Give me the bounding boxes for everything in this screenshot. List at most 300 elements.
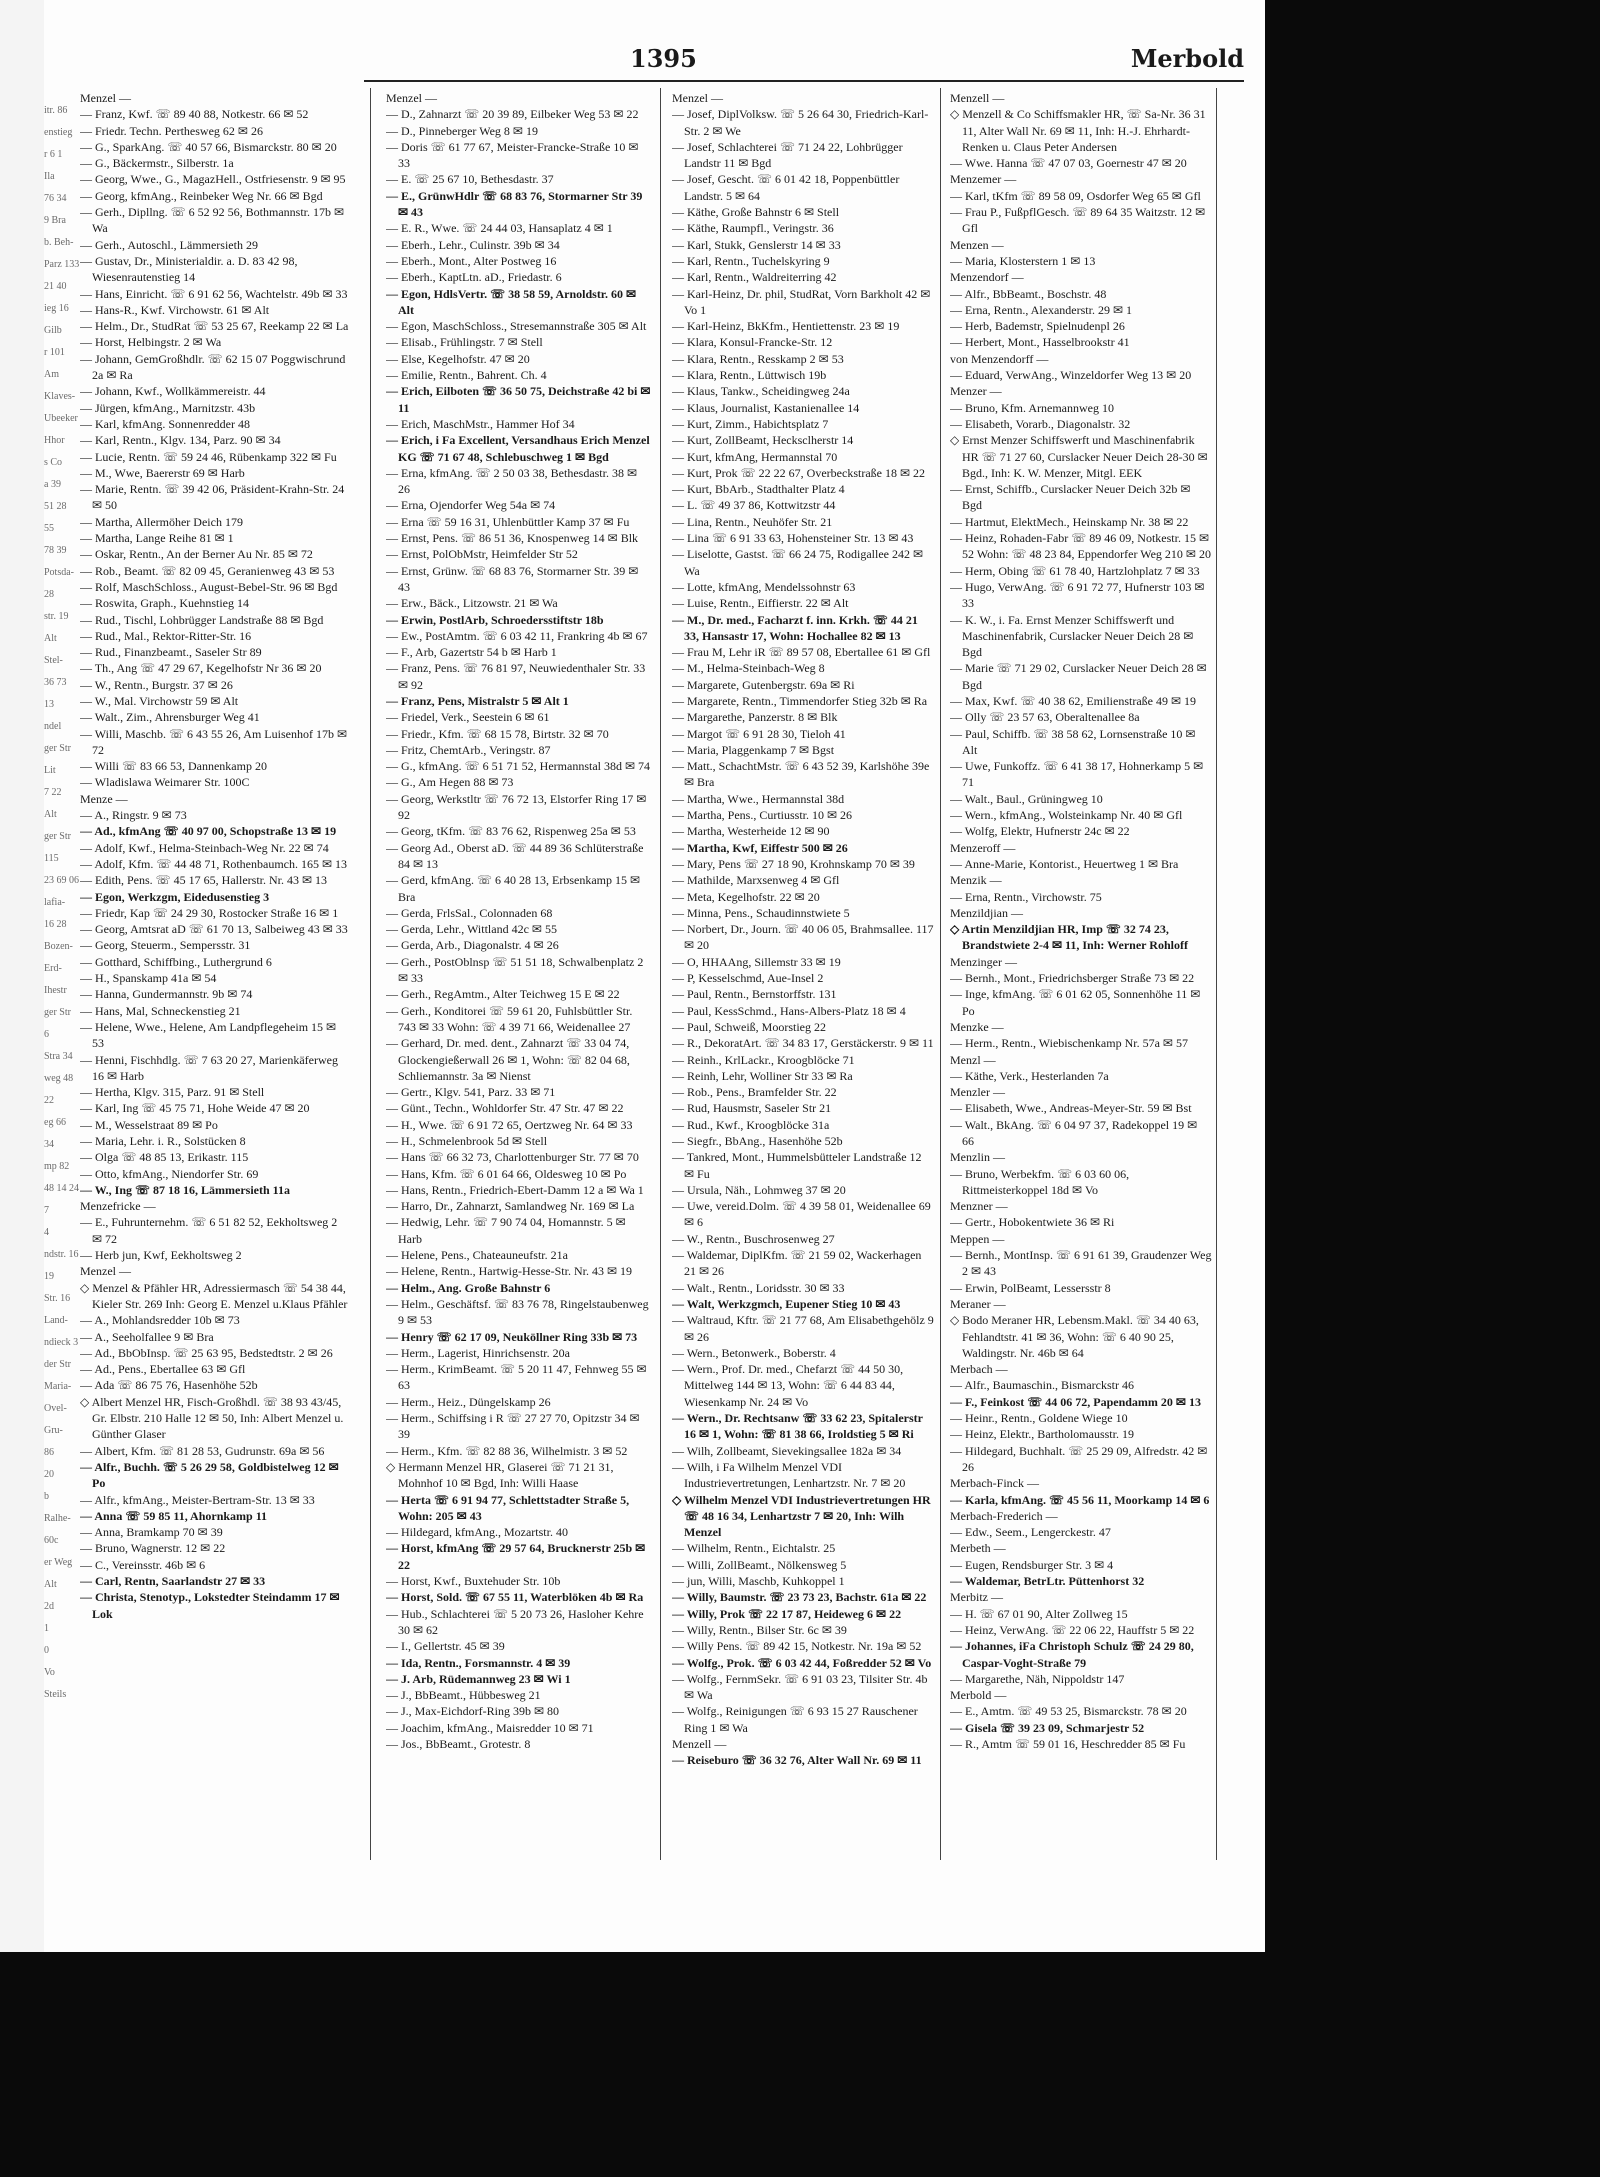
directory-entry: — Bruno, Werbekfm. ☏ 6 03 60 06, Rittmeisterkoppel 18d ✉ Vo [950,1166,1130,1197]
directory-entry: — Heinz, Elektr., Bartholomausstr. 19 [950,1427,1134,1442]
directory-entry: — Franz, Kwf. ☏ 89 40 88, Notkestr. 66 ✉ 52 [80,107,309,122]
edge-fragment: ieg 16 [44,303,69,314]
directory-entry: — Henry ☏ 62 17 09, Neuköllner Ring 33b ✉ 73 [386,1329,638,1344]
surname-heading: Menzendorf — [950,270,1024,285]
directory-entry: — Joachim, kfmAng., Maisredder 10 ✉ 71 [386,1720,594,1735]
directory-entry: — Doris ☏ 61 77 67, Meister-Francke-Straße 10 ✉ 33 [386,139,639,171]
directory-entry: — Reinh, Lehr, Wolliner Str 33 ✉ Ra [672,1068,853,1083]
directory-entry: — Lucie, Rentn. ☏ 59 24 46, Rübenkamp 322 ✉ Fu [80,449,337,464]
directory-entry: — Martha, Allermöher Deich 179 [80,514,243,529]
directory-entry: — Gerh., RegAmtm., Alter Teichweg 15 E ✉ 22 [386,987,620,1002]
directory-entry: — J., Max-Eichdorf-Ring 39b ✉ 80 [386,1704,560,1719]
edge-fragment: weg 48 [44,1073,74,1084]
edge-fragment: mp 82 [44,1161,70,1172]
directory-entry: — Ernst, PolObMstr, Heimfelder Str 52 [386,547,578,562]
directory-page [44,0,1265,1952]
directory-entry: — Franz, Pens, Mistralstr 5 ✉ Alt 1 [386,693,569,708]
directory-entry: — Wladislawa Weimarer Str. 100C [80,775,250,790]
directory-entry: — M., Wwe, Baererstr 69 ✉ Harb [80,465,245,480]
directory-entry: — Bernh., MontInsp. ☏ 6 91 61 39, Graudenzer Weg 2 ✉ 43 [950,1248,1212,1279]
directory-entry: — Fritz, ChemtArb., Veringstr. 87 [386,742,551,757]
directory-entry: — Klara, Rentn., Lüttwisch 19b [672,368,827,383]
edge-fragment: 51 28 [44,501,67,512]
directory-entry: — Marie, Rentn. ☏ 39 42 06, Präsident-Krahn-Str. 24 ✉ 50 [80,482,345,513]
directory-entry: — Hub., Schlachterei ☏ 5 20 73 26, Hasloher Kehre 30 ✉ 62 [386,1606,644,1637]
directory-entry: — Klaus, Tankw., Scheidingweg 24a [672,384,850,399]
directory-entry: — Kurt, Zimm., Habichtsplatz 7 [672,416,829,431]
directory-entry: — Gerh., Dipllng. ☏ 6 52 92 56, Bothmannstr. 17b ✉ Wa [80,205,345,236]
directory-entry: — Willi, Maschb. ☏ 6 43 55 26, Am Luisenhof 17b ✉ 72 [80,726,348,757]
directory-entry: — Kurt, Prok ☏ 22 22 67, Overbeckstraße 18 ✉ 22 [672,465,926,480]
directory-entry: — W., Mal. Virchowstr 59 ✉ Alt [80,693,239,708]
directory-entry: — Georg, Steuerm., Sempersstr. 31 [80,938,251,953]
directory-entry: — Albert, Kfm. ☏ 81 28 53, Gudrunstr. 69a ✉ 56 [80,1443,325,1458]
directory-entry: — Herm., Rentn., Wiebischenkamp Nr. 57a ✉ 57 [950,1036,1188,1051]
directory-entry: — Helene, Rentn., Hartwig-Hesse-Str. Nr. 43 ✉ 19 [386,1264,633,1279]
directory-entry: — R., DekoratArt. ☏ 34 83 17, Gerstäckerstr. 9 ✉ 11 [672,1036,934,1051]
edge-fragment: Ralhe- [44,1513,71,1524]
scan-dark-border-bottom [0,1952,1600,2177]
surname-heading: Merbeth — [950,1541,1006,1556]
edge-fragment: Stra 34 [44,1051,73,1062]
directory-entry: ◇ Bodo Meraner HR, Lebensm.Makl. ☏ 34 40 63, Fehlandtstr. 41 ✉ 36, Wohn: ☏ 6 40 90 25, Waldingstr. Nr. 46b ✉ 64 [950,1313,1199,1360]
directory-entry: — Uwe, Funkoffz. ☏ 6 41 38 17, Hohnerkamp 5 ✉ 71 [950,759,1204,790]
directory-entry: — Horst, Sold. ☏ 67 55 11, Waterblöken 4b ✉ Ra [386,1590,644,1605]
directory-entry: — Horst, Kwf., Buxtehuder Str. 10b [386,1574,561,1589]
directory-entry: — Walt, Werkzgmch, Eupener Stieg 10 ✉ 43 [672,1296,901,1311]
directory-entry: — Horst, Helbingstr. 2 ✉ Wa [80,335,222,350]
directory-entry: — Wilh, i Fa Wilhelm Menzel VDI Industrievertretungen, Lenhartzstr. Nr. 7 ✉ 20 [672,1459,906,1491]
directory-entry: — Karl, Ing ☏ 45 75 71, Hohe Weide 47 ✉ 20 [80,1101,310,1116]
directory-entry: — A., Mohlandsredder 10b ✉ 73 [80,1313,240,1328]
surname-heading: Menzke — [950,1019,1004,1034]
directory-entry: — Gustav, Dr., Ministerialdir. a. D. 83 42 98, Wiesenrautenstieg 14 [80,253,298,285]
directory-entry: — Hildegard, kfmAng., Mozartstr. 40 [386,1525,568,1540]
directory-entry: ◇ Albert Menzel HR, Fisch-Großhdl. ☏ 38 93 43/45, Gr. Elbstr. 210 Halle 12 ✉ 50, Inh: Albert Menzel u. Günther Glaser [80,1394,344,1442]
directory-entry: — Johann, GemGroßhdlr. ☏ 62 15 07 Poggwischrund 2a ✉ Ra [80,351,346,383]
directory-entry: — G., SparkAng. ☏ 40 57 66, Bismarckstr. 80 ✉ 20 [80,139,337,154]
surname-heading: Menzeroff — [950,840,1016,855]
directory-entry: — Reiseburo ☏ 36 32 76, Alter Wall Nr. 69 ✉ 11 [672,1753,922,1768]
page-number: 1395 [630,44,697,73]
directory-entry: — Herb, Bademstr, Spielnudenpl 26 [950,319,1125,334]
directory-entry: — H., Schmelenbrook 5d ✉ Stell [386,1134,548,1148]
edge-fragment: 48 14 24 [44,1183,79,1194]
edge-fragment: 9 Bra [44,215,66,226]
edge-fragment: enstieg [44,127,73,138]
edge-fragment: Ovel- [44,1403,67,1414]
directory-entry: — E., GrünwHdlr ☏ 68 83 76, Stormarner Str 39 ✉ 43 [386,188,643,220]
directory-entry: — Georg, Wwe., G., MagazHell., Ostfriesenstr. 9 ✉ 95 [80,172,346,187]
directory-entry: — Ernst, Grünw. ☏ 68 83 76, Stormarner Str. 39 ✉ 43 [386,563,639,594]
edge-fragment: Stel- [44,655,63,666]
directory-entry: — Ernst, Schiffb., Curslacker Neuer Deich 32b ✉ Bgd [950,482,1191,513]
edge-fragment: 20 [44,1469,54,1480]
directory-entry: — Eduard, VerwAng., Winzeldorfer Weg 13 ✉ 20 [950,368,1192,383]
surname-heading: Merbitz — [950,1590,1003,1605]
edge-fragment: str. 19 [44,611,69,622]
edge-fragment: Erd- [44,963,62,974]
directory-entry: — Otto, kfmAng., Niendorfer Str. 69 [80,1166,259,1181]
edge-fragment: Land- [44,1315,68,1326]
directory-entry: — Johannes, iFa Christoph Schulz ☏ 24 29 80, Caspar-Voght-Straße 79 [950,1639,1194,1670]
directory-entry: — Gerhard, Dr. med. dent., Zahnarzt ☏ 33 04 74, Glockengießerwall 26 ✉ 1, Wohn: ☏ 82 04 68, Schliemannstr. 3a ✉ Nienst [386,1036,630,1083]
directory-entry: — Hans, Kfm. ☏ 6 01 64 66, Oldesweg 10 ✉ Po [386,1166,627,1181]
directory-entry: ◇ Artin Menzildjian HR, Imp ☏ 32 74 23, Brandstwiete 2-4 ✉ 11, Inh: Werner Rohloff [950,922,1188,953]
directory-entry: — Liselotte, Gastst. ☏ 66 24 75, Rodigallee 242 ✉ Wa [672,547,924,578]
directory-entry: — Gerda, Lehr., Wittland 42c ✉ 55 [386,922,557,937]
column-divider [940,88,941,1860]
directory-entry: — Siegfr., BbAng., Hasenhöhe 52b [672,1134,843,1148]
directory-entry: — Christa, Stenotyp., Lokstedter Steindamm 17 ✉ Lok [80,1590,340,1621]
edge-fragment: 13 [44,699,54,710]
directory-entry: — Luise, Rentn., Eiffierstr. 22 ✉ Alt [672,596,849,611]
directory-entry: — Waltraud, Kftr. ☏ 21 77 68, Am Elisabethgehölz 9 ✉ 26 [672,1313,934,1344]
surname-heading: Menzildjian — [950,905,1023,920]
surname-heading: Menzen — [950,237,1004,252]
directory-entry: — Herbert, Mont., Hasselbrookstr 41 [950,335,1130,350]
directory-entry: — Käthe, Raumpfl., Veringstr. 36 [672,221,834,236]
directory-entry: — Georg, Amtsrat aD ☏ 61 70 13, Salbeiweg 43 ✉ 33 [80,922,348,937]
directory-entry: — Mathilde, Marxsenweg 4 ✉ Gfl [672,873,840,888]
directory-entry: — Rud., Tischl, Lohbrügger Landstraße 88 ✉ Bgd [80,612,324,627]
directory-entry: — Ida, Rentn., Forsmannstr. 4 ✉ 39 [386,1655,571,1670]
directory-entry: — Käthe, Verk., Hesterlanden 7a [950,1068,1109,1083]
surname-heading: Merbach-Frederich — [950,1508,1058,1523]
directory-entry: — Emilie, Rentn., Bahrent. Ch. 4 [386,368,547,383]
directory-entry: — Wwe. Hanna ☏ 47 07 03, Goernestr 47 ✉ 20 [950,156,1187,171]
directory-entry: — Karl-Heinz, BkKfm., Hentiettenstr. 23 ✉ 19 [672,319,900,334]
directory-entry: — Kurt, kfmAng, Hermannstal 70 [672,449,838,464]
directory-entry: — Margarethe, Panzerstr. 8 ✉ Blk [672,710,838,725]
directory-entry: — Tankred, Mont., Hummelsbütteler Landstraße 12 ✉ Fu [672,1150,922,1181]
directory-entry: — Egon, MaschSchloss., Stresemannstraße 305 ✉ Alt [386,319,647,334]
directory-entry: — Lina ☏ 6 91 33 63, Hohensteiner Str. 13 ✉ 43 [672,531,914,546]
directory-entry: — Wolfg, Elektr, Hufnerstr 24c ✉ 22 [950,824,1130,839]
directory-entry: — M., Wesselstraat 89 ✉ Po [80,1117,218,1132]
directory-entry: — Walt., Rentn., Loridsstr. 30 ✉ 33 [672,1280,845,1295]
directory-entry: — Rud, Hausmstr, Saseler Str 21 [672,1101,832,1116]
directory-entry: — Ernst, Pens. ☏ 86 51 36, Knospenweg 14 ✉ Blk [386,531,639,546]
directory-entry: ◇ Hermann Menzel HR, Glaserei ☏ 71 21 31, Mohnhof 10 ✉ Bgd, Inh: Willi Haase [386,1459,614,1491]
surname-heading: Merbold — [950,1688,1007,1703]
directory-entry: — Norbert, Dr., Journ. ☏ 40 06 05, Brahmsallee. 117 ✉ 20 [672,922,934,953]
directory-entry: — Willy Pens. ☏ 89 42 15, Notkestr. Nr. 19a ✉ 52 [672,1639,922,1654]
directory-entry: — Frau M, Lehr iR ☏ 89 57 08, Ebertallee 61 ✉ Gfl [672,645,931,660]
directory-entry: — Ada ☏ 86 75 76, Hasenhöhe 52b [80,1378,258,1393]
directory-entry: — Karl-Heinz, Dr. phil, StudRat, Vorn Barkholt 42 ✉ Vo 1 [672,286,931,317]
directory-entry: — Mary, Pens ☏ 27 18 90, Krohnskamp 70 ✉ 39 [672,856,915,871]
edge-fragment: Alt [44,633,57,644]
directory-entry: — Helm., Geschäftsf. ☏ 83 76 78, Ringelstaubenweg 9 ✉ 53 [386,1296,649,1328]
directory-entry: — Th., Ang ☏ 47 29 67, Kegelhofstr Nr 36 ✉ 20 [80,661,322,676]
directory-entry: — Reinh., KrlLackr., Kroogblöcke 71 [672,1052,855,1067]
directory-entry: — Ad., BbObInsp. ☏ 25 63 95, Bedstedtstr. 2 ✉ 26 [80,1345,333,1360]
directory-entry: — J., BbBeamt., Hübbesweg 21 [386,1688,541,1703]
edge-fragment: 23 69 06 [44,875,79,886]
directory-entry: — Minna, Pens., Schaudinnstwiete 5 [672,905,850,920]
directory-entry: — Karl, Stukk, Genslerstr 14 ✉ 33 [672,237,841,252]
edge-fragment: 115 [44,853,59,864]
edge-fragment: ger Str [44,743,71,754]
directory-entry: — E., Amtm. ☏ 49 53 25, Bismarckstr. 78 ✉ 20 [950,1704,1187,1719]
edge-fragment: Ubeeker [44,413,78,424]
directory-entry: — Bruno, Wagnerstr. 12 ✉ 22 [80,1541,226,1556]
directory-entry: — Klara, Rentn., Resskamp 2 ✉ 53 [672,351,844,366]
directory-entry: — Anna ☏ 59 85 11, Ahornkamp 11 [80,1508,268,1523]
directory-entry: — Meta, Kegelhofstr. 22 ✉ 20 [672,889,820,904]
directory-entry: — Walt., BkAng. ☏ 6 04 97 37, Radekoppel 19 ✉ 66 [950,1117,1198,1148]
surname-heading: Menze — [80,791,128,806]
directory-entry: — Herm., Heiz., Düngelskamp 26 [386,1394,551,1409]
directory-entry: — Rud., Kwf., Kroogblöcke 31a [672,1117,830,1132]
directory-entry: — M., Helma-Steinbach-Weg 8 [672,661,825,676]
directory-entry: — Rud., Finanzbeamt., Saseler Str 89 [80,645,262,660]
directory-entry: — Margarete, Rentn., Timmendorfer Stieg 32b ✉ Ra [672,693,928,708]
directory-entry: — J. Arb, Rüdemannweg 23 ✉ Wi 1 [386,1671,571,1686]
directory-entry: — Georg, Werkstltr ☏ 76 72 13, Elstorfer Ring 17 ✉ 92 [386,791,647,823]
directory-entry: — Inge, kfmAng. ☏ 6 01 62 05, Sonnenhöhe 11 ✉ Po [950,987,1201,1018]
directory-entry: — Hans, Einricht. ☏ 6 91 62 56, Wachtelstr. 49b ✉ 33 [80,286,348,301]
directory-entry: — Gerda, FrlsSal., Colonnaden 68 [386,905,553,920]
directory-entry: — Erwin, PostlArb, Schroedersstiftstr 18b [386,612,604,627]
directory-entry: — Kurt, ZollBeamt, Hecksclherstr 14 [672,433,854,448]
directory-entry: — Margarethe, Näh, Nippoldstr 147 [950,1671,1125,1686]
directory-entry: — Käthe, Große Bahnstr 6 ✉ Stell [672,205,840,220]
header-rule [364,80,1244,82]
directory-entry: — Margot ☏ 6 91 28 30, Tieloh 41 [672,726,846,741]
directory-entry: — Olga ☏ 48 85 13, Erikastr. 115 [80,1150,249,1165]
directory-entry: — Hertha, Klgv. 315, Parz. 91 ✉ Stell [80,1085,265,1100]
directory-entry: — Erna ☏ 59 16 31, Uhlenbüttler Kamp 37 ✉ Fu [386,514,630,529]
previous-page-edge-strip [44,100,84,1820]
directory-entry: — Martha, Pens., Curtiusstr. 10 ✉ 26 [672,808,853,823]
directory-entry: — Karl, Rentn., Klgv. 134, Parz. 90 ✉ 34 [80,433,281,448]
edge-fragment: Gilb [44,325,62,336]
directory-column-3 [672,90,934,1855]
surname-heading: Menzler — [950,1085,1005,1100]
edge-fragment: 55 [44,523,54,534]
directory-entry: ◇ Ernst Menzer Schiffswerft und Maschinenfabrik HR ☏ 71 27 60, Curslacker Neuer Deich 28-30 ✉ Bgd., Inh: K. W. Menzer, Mitgl. EEK [950,433,1208,480]
directory-entry: — Rob., Pens., Bramfelder Str. 22 [672,1085,837,1100]
directory-entry: — Wern., Betonwerk., Boberstr. 4 [672,1345,836,1360]
directory-entry: — Helene, Wwe., Helene, Am Landpflegeheim 15 ✉ 53 [80,1019,337,1051]
edge-fragment: Maria- [44,1381,72,1392]
directory-entry: — Franz, Pens. ☏ 76 81 97, Neuwiedenthaler Str. 33 ✉ 92 [386,661,646,692]
edge-fragment: Bozen- [44,941,73,952]
directory-entry: — L. ☏ 49 37 86, Kottwitzstr 44 [672,498,836,513]
directory-entry: — Martha, Westerheide 12 ✉ 90 [672,824,830,839]
directory-entry: — Karl, Rentn., Tuchelskyring 9 [672,253,830,268]
directory-entry: — Gerd, kfmAng. ☏ 6 40 28 13, Erbsenkamp 15 ✉ Bra [386,873,641,904]
directory-entry: — Alfr., kfmAng., Meister-Bertram-Str. 13 ✉ 33 [80,1492,315,1507]
directory-entry: — Egon, Werkzgm, Eidedusenstieg 3 [80,889,270,904]
directory-entry: — Friedr. Techn. Perthesweg 62 ✉ 26 [80,123,263,138]
directory-entry: — Horst, kfmAng ☏ 29 57 64, Brucknerstr 25b ✉ 22 [386,1541,646,1572]
directory-entry: — Hartmut, ElektMech., Heinskamp Nr. 38 ✉ 22 [950,514,1189,529]
directory-column-1 [80,90,350,1855]
directory-entry: — Elisabeth, Vorarb., Diagonalstr. 32 [950,416,1131,431]
surname-heading: Menzik — [950,873,1002,888]
directory-entry: — Wilhelm, Rentn., Eichtalstr. 25 [672,1541,836,1556]
edge-fragment: Alt [44,809,57,820]
edge-fragment: Steils [44,1689,67,1700]
directory-entry: — H. ☏ 67 01 90, Alter Zollweg 15 [950,1606,1128,1621]
directory-entry: — Maria, Klosterstern 1 ✉ 13 [950,253,1096,268]
directory-entry: — Bruno, Kfm. Arnemannweg 10 [950,400,1114,415]
directory-entry: — Erwin, PolBeamt, Lessersstr 8 [950,1280,1111,1295]
directory-entry: — G., Am Hegen 88 ✉ 73 [386,775,514,790]
directory-entry: — Anne-Marie, Kontorist., Heuertweg 1 ✉ Bra [950,856,1179,871]
directory-entry: — Heinr., Rentn., Goldene Wiege 10 [950,1411,1128,1426]
edge-fragment: 16 28 [44,919,67,930]
directory-entry: — Waldemar, BetrLtr. Püttenhorst 32 [950,1574,1145,1589]
directory-entry: — Wolfg., FernmSekr. ☏ 6 91 03 23, Tilsiter Str. 4b ✉ Wa [672,1671,928,1703]
directory-entry: — Hans, Mal, Schneckenstieg 21 [80,1003,241,1018]
directory-entry: — Erna, Rentn., Alexanderstr. 29 ✉ 1 [950,302,1133,317]
directory-entry: — Klara, Konsul-Francke-Str. 12 [672,335,833,350]
directory-entry: — Gerh., Autoschl., Lämmersieth 29 [80,237,258,252]
surname-heading: Menzl — [950,1052,996,1067]
surname-heading: Menzinger — [950,954,1017,969]
edge-fragment: 19 [44,1271,54,1282]
directory-entry: — Friedel, Verk., Seestein 6 ✉ 61 [386,710,550,725]
directory-entry: — Paul, Rentn., Bernstorffstr. 131 [672,987,837,1002]
directory-entry: — Martha, Kwf, Eiffestr 500 ✉ 26 [672,840,848,855]
surname-heading: Menzell — [950,91,1005,105]
directory-entry: — Maria, Lehr. i. R., Solstücken 8 [80,1134,246,1148]
directory-entry: — Helm., Ang. Große Bahnstr 6 [386,1280,551,1295]
edge-fragment: ger Str [44,831,71,842]
edge-fragment: Klaves- [44,391,76,402]
edge-fragment: ger Str [44,1007,71,1018]
edge-fragment: Hhor [44,435,65,446]
edge-fragment: lafia- [44,897,66,908]
edge-fragment: b. Beh- [44,237,74,248]
directory-entry: — Karl, tKfm ☏ 89 58 09, Osdorfer Weg 65 ✉ Gfl [950,188,1201,203]
edge-fragment: ndel [44,721,62,732]
directory-entry: — Gertr., Hobokentwiete 36 ✉ Ri [950,1215,1115,1230]
edge-fragment: eg 66 [44,1117,66,1128]
edge-fragment: Am [44,369,59,380]
directory-entry: — Erna, Rentn., Virchowstr. 75 [950,889,1102,904]
directory-entry: — Wern., kfmAng., Wolsteinkamp Nr. 40 ✉ Gfl [950,808,1183,823]
directory-entry: — Erna, Ojendorfer Weg 54a ✉ 74 [386,498,556,513]
directory-entry: — Alfr., Baumaschin., Bismarckstr 46 [950,1378,1134,1393]
surname-heading: Merbach-Finck — [950,1476,1039,1491]
directory-entry: — Edith, Pens. ☏ 45 17 65, Hallerstr. Nr. 43 ✉ 13 [80,873,328,888]
directory-entry: — Friedr., Kfm. ☏ 68 15 78, Birtstr. 32 ✉ 70 [386,726,609,741]
edge-fragment: b [44,1491,49,1502]
surname-heading: Menzefricke — [80,1199,156,1214]
directory-entry: — F., Feinkost ☏ 44 06 72, Papendamm 20 ✉ 13 [950,1394,1201,1409]
directory-entry: — G., kfmAng. ☏ 6 51 71 52, Hermannstal 38d ✉ 74 [386,759,651,774]
running-head: Merbold [1130,44,1244,73]
directory-entry: — Willi, ZollBeamt., Nölkensweg 5 [672,1557,847,1572]
directory-entry: — Adolf, Kwf., Helma-Steinbach-Weg Nr. 22 ✉ 74 [80,840,329,855]
column-divider [660,88,661,1860]
directory-entry: — Bernh., Mont., Friedrichsberger Straße 73 ✉ 22 [950,971,1195,986]
surname-heading: Menzel — [672,91,723,105]
directory-entry: — Hildegard, Buchhalt. ☏ 25 29 09, Alfredstr. 42 ✉ 26 [950,1443,1208,1474]
directory-entry: — Klaus, Journalist, Kastanienallee 14 [672,400,860,415]
directory-entry: — Herm., Lagerist, Hinrichsenstr. 20a [386,1345,570,1360]
directory-entry: — Heinz, VerwAng. ☏ 22 06 22, Hauffstr 5 ✉ 22 [950,1622,1195,1637]
directory-entry: — Erich, MaschMstr., Hammer Hof 34 [386,416,575,431]
surname-heading: Meraner — [950,1296,1006,1311]
directory-entry: — W., Ing ☏ 87 18 16, Lämmersieth 11a [80,1182,291,1197]
directory-entry: — Wern., Dr. Rechtsanw ☏ 33 62 23, Spitalerstr 16 ✉ 1, Wohn: ☏ 81 38 66, Iroldstieg 5 ✉ Ri [672,1411,923,1442]
edge-fragment: 76 34 [44,193,67,204]
directory-entry: — Elisabeth, Wwe., Andreas-Meyer-Str. 59 ✉ Bst [950,1101,1192,1116]
edge-fragment: 34 [44,1139,54,1150]
directory-entry: — Friedr, Kap ☏ 24 29 30, Rostocker Straße 16 ✉ 1 [80,905,339,920]
directory-entry: — Hugo, VerwAng. ☏ 6 91 72 77, Hufnerstr 103 ✉ 33 [950,579,1205,611]
surname-heading: Menzel — [80,91,131,105]
directory-entry: — Hans, Rentn., Friedrich-Ebert-Damm 12 a ✉ Wa 1 [386,1182,644,1197]
directory-entry: — Josef, Gescht. ☏ 6 01 42 18, Poppenbüttler Landstr. 5 ✉ 64 [672,172,900,203]
directory-entry: — Gerda, Arb., Diagonalstr. 4 ✉ 26 [386,938,559,953]
directory-entry: — R., Amtm ☏ 59 01 16, Heschredder 85 ✉ Fu [950,1736,1186,1751]
edge-fragment: Str. 16 [44,1293,71,1304]
directory-entry: — Gerh., PostOblnsp ☏ 51 51 18, Schwalbenplatz 2 ✉ 33 [386,954,644,986]
directory-entry: — Günt., Techn., Wohldorfer Str. 47 Str. 47 ✉ 22 [386,1101,624,1116]
directory-entry: — Lotte, kfmAng, Mendelssohnstr 63 [672,579,856,594]
edge-fragment: Alt [44,1579,57,1590]
directory-entry: — M., Dr. med., Facharzt f. inn. Krkh. ☏ 44 21 33, Hansastr 17, Wohn: Hochallee 82 ✉ 13 [672,612,918,643]
directory-entry: — Karl, kfmAng. Sonnenredder 48 [80,416,250,431]
directory-entry: — Johann, Kwf., Wollkämmereistr. 44 [80,384,266,399]
edge-fragment: Ihestr [44,985,67,996]
directory-entry: — Georg, tKfm. ☏ 83 76 62, Rispenweg 25a ✉ 53 [386,824,636,839]
directory-entry: — D., Pinneberger Weg 8 ✉ 19 [386,123,538,138]
directory-entry: — Eberh., Lehr., Culinstr. 39b ✉ 34 [386,237,560,252]
directory-entry: — W., Rentn., Burgstr. 37 ✉ 26 [80,677,233,692]
directory-entry: — Matt., SchachtMstr. ☏ 6 43 52 39, Karlshöhe 39e ✉ Bra [672,759,930,790]
edge-fragment: 28 [44,589,54,600]
directory-entry: — Henni, Fischhdlg. ☏ 7 63 20 27, Marienkäferweg 16 ✉ Harb [80,1052,338,1083]
directory-entry: — Walt., Baul., Grüningweg 10 [950,791,1103,806]
directory-entry: — Wilh, Zollbeamt, Sievekingsallee 182a ✉ 34 [672,1443,902,1458]
directory-entry: — Josef, Schlachterei ☏ 71 24 22, Lohbrügger Landstr 11 ✉ Bgd [672,139,903,171]
directory-entry: — Hedwig, Lehr. ☏ 7 90 74 04, Homannstr. 5 ✉ Harb [386,1215,626,1246]
directory-entry: — Erna, kfmAng. ☏ 2 50 03 38, Bethesdastr. 38 ✉ 26 [386,465,638,497]
column-divider [1216,88,1217,1860]
surname-heading: Menzel — [80,1264,131,1279]
directory-entry: — Josef, DiplVolksw. ☏ 5 26 64 30, Friedrich-Karl-Str. 2 ✉ We [672,107,929,138]
directory-entry: — Frau P., FußpflGesch. ☏ 89 64 35 Waitzstr. 12 ✉ Gfl [950,205,1206,236]
edge-fragment: s Co [44,457,63,468]
directory-entry: — A., Ringstr. 9 ✉ 73 [80,808,187,823]
directory-entry: — F., Arb, Gazertstr 54 b ✉ Harb 1 [386,645,557,660]
scan-dark-border-right [1265,0,1600,1952]
directory-entry: — Herb jun, Kwf, Eekholtsweg 2 [80,1248,242,1263]
directory-entry: ◇ Menzell & Co Schiffsmakler HR, ☏ Sa-Nr. 36 31 11, Alter Wall Nr. 69 ✉ 11, Inh: H.-J. Ehrhardt-Renken u. Claus Peter Andersen [950,107,1206,154]
edge-fragment: Ila [44,171,55,182]
directory-entry: — Wern., Prof. Dr. med., Chefarzt ☏ 44 50 30, Mittelweg 144 ✉ 13, Wohn: ☏ 6 44 83 44, Wiesenkamp Nr. 24 ✉ Vo [672,1362,904,1409]
directory-entry: — C., Vereinsstr. 46b ✉ 6 [80,1557,206,1572]
directory-entry: — Oskar, Rentn., An der Berner Au Nr. 85 ✉ 72 [80,547,313,562]
directory-entry: — Egon, HdlsVertr. ☏ 38 58 59, Arnoldstr. 60 ✉ Alt [386,286,637,317]
directory-entry: — Gotthard, Schiffbing., Luthergrund 6 [80,954,272,969]
directory-entry: — Eberh., Mont., Alter Postweg 16 [386,253,557,268]
directory-entry: — O, HHAAng, Sillemstr 33 ✉ 19 [672,954,841,969]
edge-fragment: r 6 1 [44,149,63,160]
directory-column-2 [386,90,651,1855]
directory-entry: — Uwe, vereid.Dolm. ☏ 4 39 58 01, Weidenallee 69 ✉ 6 [672,1199,931,1230]
directory-entry: — Martha, Wwe., Hermannstal 38d [672,791,845,806]
surname-heading: Menzemer — [950,172,1017,187]
